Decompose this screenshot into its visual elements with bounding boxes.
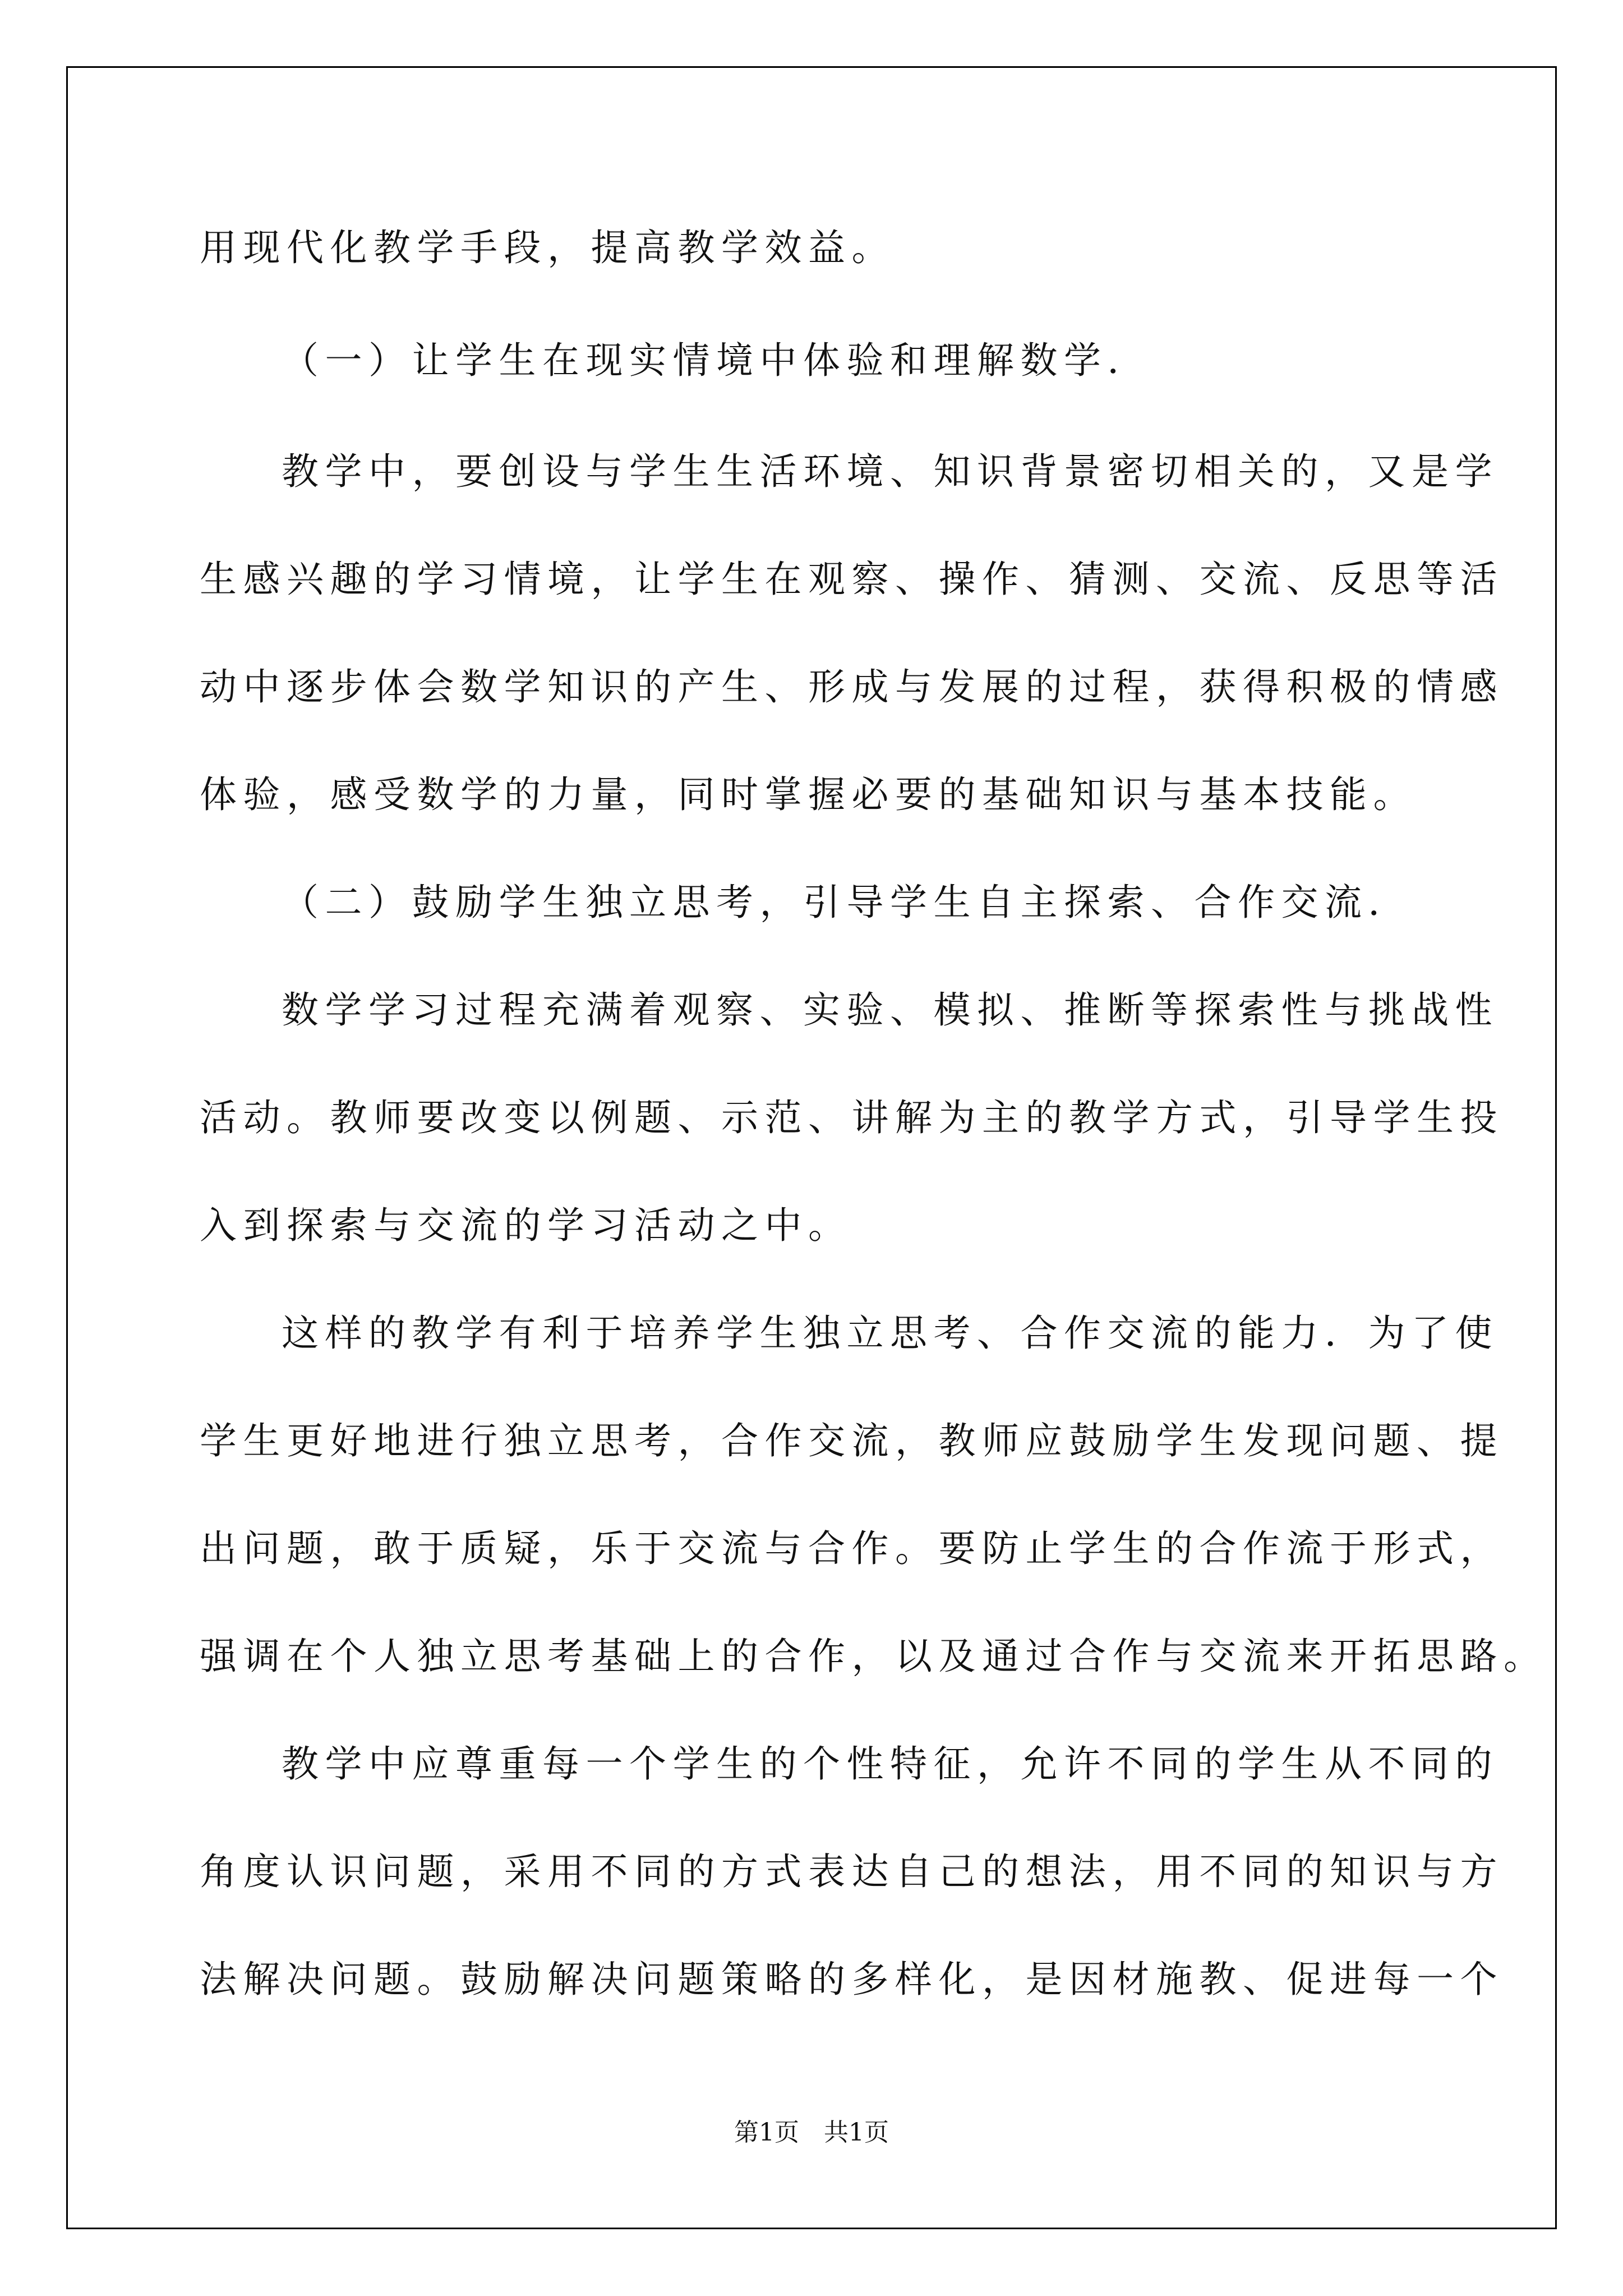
text-line: 入到探索与交流的学习活动之中。 <box>200 1204 852 1247</box>
text-line: 生感兴趣的学习情境，让学生在观察、操作、猜测、交流、反思等活 <box>200 558 1504 601</box>
text-line: 学生更好地进行独立思考，合作交流，教师应鼓励学生发现问题、提 <box>200 1419 1504 1462</box>
section-heading: （二）鼓励学生独立思考，引导学生自主探索、合作交流． <box>282 881 1412 924</box>
page-border <box>66 66 1557 2229</box>
page-footer: 第1页 共1页 <box>734 2118 889 2147</box>
section-heading: （一）让学生在现实情境中体验和理解数学． <box>282 339 1151 382</box>
text-line: 这样的教学有利于培养学生独立思考、合作交流的能力．为了使 <box>282 1312 1498 1355</box>
text-line: 数学学习过程充满着观察、实验、模拟、推断等探索性与挑战性 <box>282 988 1498 1032</box>
text-line: 动中逐步体会数学知识的产生、形成与发展的过程，获得积极的情感 <box>200 665 1504 708</box>
text-line: 法解决问题。鼓励解决问题策略的多样化，是因材施教、促进每一个 <box>200 1958 1504 2001</box>
text-line: 用现代化教学手段，提高教学效益。 <box>200 226 895 269</box>
text-line: 活动。教师要改变以例题、示范、讲解为主的教学方式，引导学生投 <box>200 1096 1504 1139</box>
text-line: 教学中，要创设与学生生活环境、知识背景密切相关的，又是学 <box>282 450 1498 493</box>
text-line: 出问题，敢于质疑，乐于交流与合作。要防止学生的合作流于形式， <box>200 1527 1504 1570</box>
text-line: 教学中应尊重每一个学生的个性特征，允许不同的学生从不同的 <box>282 1742 1498 1786</box>
text-line: 体验，感受数学的力量，同时掌握必要的基础知识与基本技能。 <box>200 773 1417 816</box>
text-line: 强调在个人独立思考基础上的合作，以及通过合作与交流来开拓思路。 <box>200 1635 1547 1678</box>
text-line: 角度认识问题，采用不同的方式表达自己的想法，用不同的知识与方 <box>200 1850 1504 1893</box>
